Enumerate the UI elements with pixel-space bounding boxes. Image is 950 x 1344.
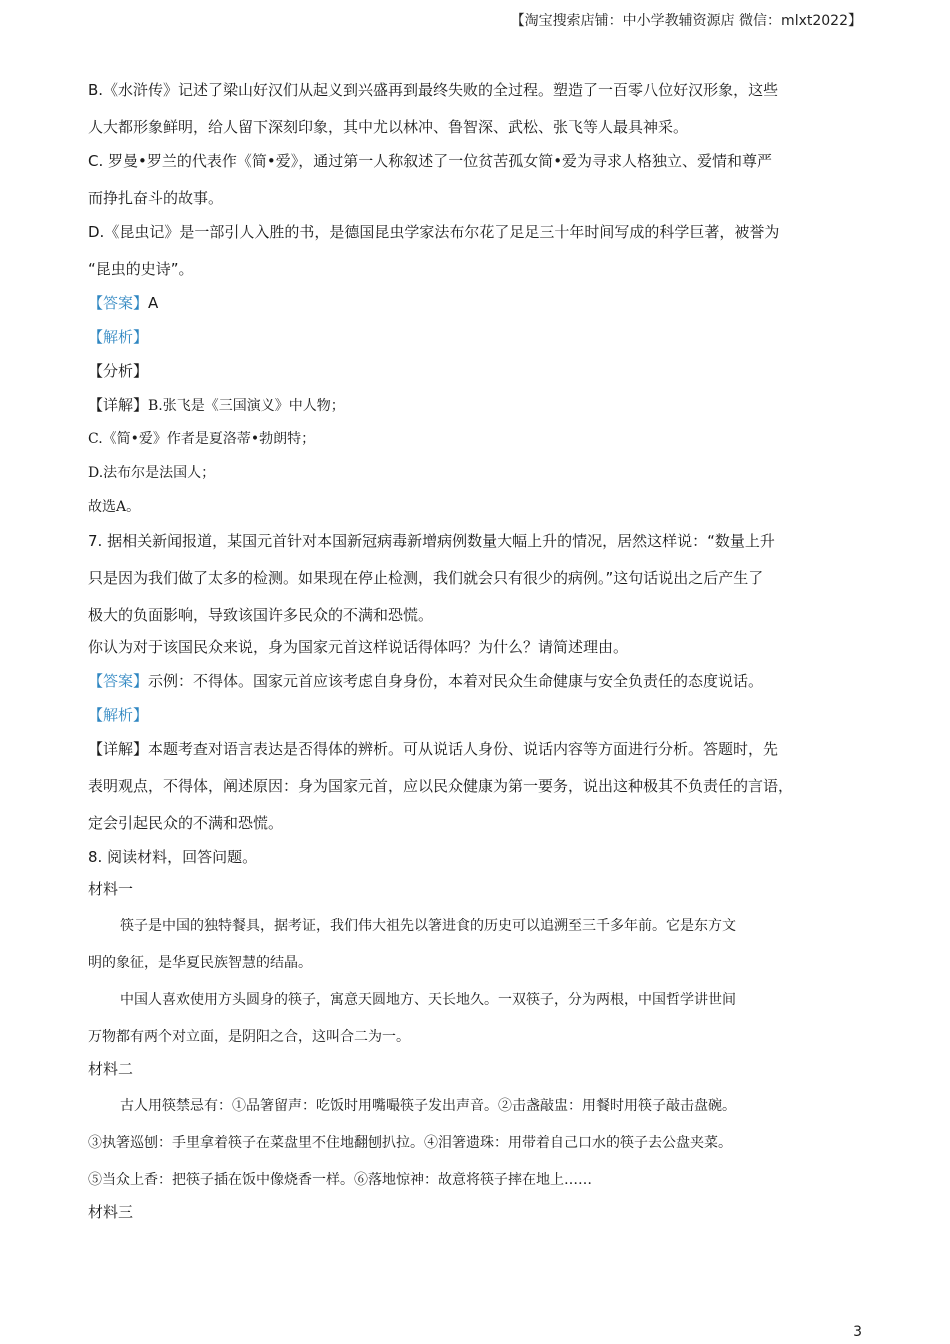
page-header: 【淘宝搜索店铺：中小学教辅资源店 微信：mlxt2022】 (510, 13, 862, 29)
answer-value: A (148, 294, 159, 312)
material-2-line-3: ⑤当众上香：把筷子插在饭中像烧香一样。⑥落地惊神：故意将筷子摔在地上…… (88, 1172, 592, 1188)
page-number: 3 (853, 1324, 862, 1340)
q7-detail-line-2: 表明观点，不得体，阐述原因：身为国家元首，应以民众健康为第一要务，说出这种极其不负责任的言语， (88, 777, 794, 795)
option-c-line-2: 而挣扎奋斗的故事。 (88, 189, 224, 207)
q7-detail-line-1 (88, 737, 878, 761)
q7-line-3: 极大的负面影响，导致该国许多民众的不满和恐慌。 (88, 606, 434, 624)
option-c-line-1: C. 罗曼•罗兰的代表作《简•爱》，通过第一人称叙述了一位贫苦孤女简•爱为寻求人格独立、爱情和尊严 (88, 152, 773, 170)
q7-line-2: 只是因为我们做了太多的检测。如果现在停止检测，我们就会只有很少的病例。”这句话说出之后产生了 (88, 569, 764, 587)
q6-detail-line-2: C.《简•爱》作者是夏洛蒂•勃朗特； (88, 431, 316, 447)
material-1-para-2-line-2: 万物都有两个对立面，是阴阳之合，这叫合二为一。 (88, 1029, 410, 1045)
q7-line-4: 你认为对于该国民众来说，身为国家元首这样说话得体吗？为什么？请简述理由。 (88, 638, 629, 656)
q6-detail-line-4: 故选A。 (88, 499, 141, 515)
option-d-line-1: D.《昆虫记》是一部引人入胜的书，是德国昆虫学家法布尔花了足足三十年时间写成的科学巨著，被誉为 (88, 223, 780, 241)
option-b-line-1: B.《水浒传》记述了梁山好汉们从起义到兴盛再到最终失败的全过程。塑造了一百零八位好汉形象，这些 (88, 81, 779, 99)
answer-tag: 【答案】 (88, 294, 149, 312)
q7-detail-line-3: 定会引起民众的不满和恐慌。 (88, 814, 284, 832)
analysis-tag: 【解析】 (88, 328, 149, 346)
q6-detail-line-3: D.法布尔是法国人； (88, 465, 216, 481)
material-1-para-1-line-2: 明的象征，是华夏民族智慧的结晶。 (88, 955, 312, 971)
option-b-line-2: 人大都形象鲜明，给人留下深刻印象，其中尤以林冲、鲁智深、武松、张飞等人最具神采。 (88, 118, 689, 136)
option-d-line-2: “昆虫的史诗”。 (88, 260, 194, 278)
material-2-line-2: ③执箸巡刨：手里拿着筷子在菜盘里不住地翻刨扒拉。④泪箸遗珠：用带着自己口水的筷子去公盘夹菜。 (88, 1135, 732, 1151)
material-1-title: 材料一 (88, 880, 134, 898)
material-3-title: 材料三 (88, 1203, 134, 1221)
q7-line-1: 7. 据相关新闻报道，某国元首针对本国新冠病毒新增病例数量大幅上升的情况，居然这样说：“数量上升 (88, 532, 775, 550)
q7-answer (88, 669, 878, 693)
material-1-para-2-line-1: 中国人喜欢使用方头圆身的筷子，寓意天圆地方、天长地久。一双筷子，分为两根，中国哲学讲世间 (120, 992, 736, 1008)
fenxi-tag: 【分析】 (88, 362, 149, 380)
answer-tag: 【答案】 (88, 672, 149, 690)
answer-text: 示例：不得体。国家元首应该考虑自身身份，本着对民众生命健康与安全负责任的态度说话。 (148, 672, 764, 690)
detail-text: B.张飞是《三国演义》中人物； (148, 398, 345, 414)
material-1-para-1-line-1: 筷子是中国的独特餐具，据考证，我们伟大祖先以箸进食的历史可以追溯至三千多年前。它是东方文 (120, 918, 736, 934)
q8-title: 8. 阅读材料，回答问题。 (88, 848, 258, 866)
q6-answer (88, 291, 878, 315)
detail-tag: 【详解】 (88, 740, 149, 758)
q6-detail-line-1 (88, 393, 878, 417)
analysis-tag: 【解析】 (88, 706, 149, 724)
detail-tag: 【详解】 (88, 396, 149, 414)
detail-text: 本题考查对语言表达是否得体的辨析。可从说话人身份、说话内容等方面进行分析。答题时，先 (148, 740, 779, 758)
material-2-title: 材料二 (88, 1060, 134, 1078)
document-body (88, 78, 878, 1224)
material-2-line-1: 古人用筷禁忌有：①品箸留声：吃饭时用嘴嘬筷子发出声音。②击盏敲盅：用餐时用筷子敲击盘碗。 (120, 1098, 736, 1114)
